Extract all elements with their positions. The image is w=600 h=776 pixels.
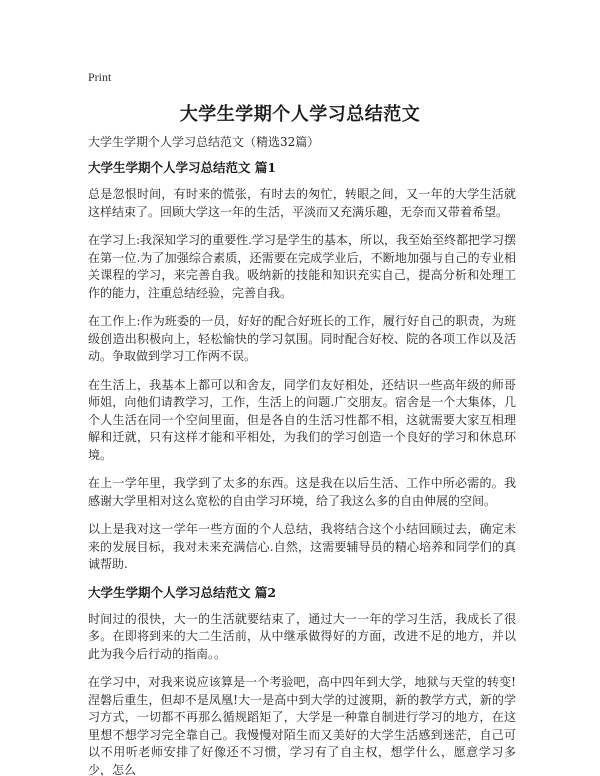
document-title: 大学生学期个人学习总结范文 (179, 104, 421, 125)
paragraph: 时间过的很快，大一的生活就要结束了，通过大一一年的学习生活，我成长了很多。在即将到来的大二生活前，从中继承做得好的方面，改进不足的地方，并以此为我今后行动的指南。。 (88, 611, 516, 661)
paragraph: 在工作上:作为班委的一员，好好的配合好班长的工作，履行好自己的职责，为班级创造出积极向上，轻松愉快的学习氛围。同时配合好校、院的各项工作以及活动。争取做到学习工作两不误。 (88, 314, 516, 363)
paragraph: 在生活上，我基本上都可以和舍友，同学们友好相处，还结识一些高年级的师哥师姐，向他们请教学习，工作，生活上的问题.广交朋友。宿舍是一个大集体，几个人生活在同一个空间里面，但是各自的生活习性都不相，这就需要大家互相理解和迁就，只有这样才能和平相处，为我们的学习创造一个良好的学习和休息环境。 (88, 377, 516, 462)
document-subtitle: 大学生学期个人学习总结范文（精选32篇） (88, 135, 320, 149)
paragraph: 在上一学年里，我学到了太多的东西。这是我在以后生活、工作中所必需的。我感谢大学里相对这么宽松的自由学习环境，给了我这么多的自由伸展的空间。 (88, 476, 516, 508)
section-heading: 大学生学期个人学习总结范文 篇1 (88, 160, 277, 175)
section-2 (88, 585, 516, 776)
print-link[interactable]: Print (88, 70, 112, 84)
paragraph: 总是忽恨时间，有时来的慌张，有时去的匆忙，转眼之间，又一年的大学生活就这样结束了。回顾大学这一年的生活，平淡而又充满乐趣，无奈而又带着希望。 (88, 187, 516, 219)
paragraph: 以上是我对这一学年一些方面的个人总结，我将结合这个小结回顾过去，确定未来的发展目标，我对未来充满信心.自然，这需要辅导员的精心培养和同学们的真诚帮助. (88, 522, 516, 571)
section-heading: 大学生学期个人学习总结范文 篇2 (88, 584, 277, 600)
paragraph: 在学习中，对我来说应该算是一个考验吧，高中四年到大学，地狱与天堂的转变!涅磐后重生，但却不是凤凰!大一是高中到大学的过渡期，新的教学方式，新的学习方式，一切都不再那么循规蹈矩了，大学是一种靠自制进行学习的地方，在这里想不想学习完全靠自己。我慢慢对陌生而又美好的大学生活感到迷茫，自己可以不用听老师安排了好像还不习惯，学习有了自主权，想学什么，愿意学习多少，怎么 (88, 675, 516, 776)
document-body (88, 134, 516, 776)
section-1 (88, 160, 516, 574)
paragraph: 在学习上:我深知学习的重要性.学习是学生的基本，所以，我至始至终都把学习摆在第一位.为了加强综合素质，还需要在完成学业后，不断地加强与自己的专业相关课程的学习，来完善自我。吸纳新的技能和知识充实自己，提高分析和处理工作的能力，注重总结经验，完善自我。 (88, 233, 516, 300)
